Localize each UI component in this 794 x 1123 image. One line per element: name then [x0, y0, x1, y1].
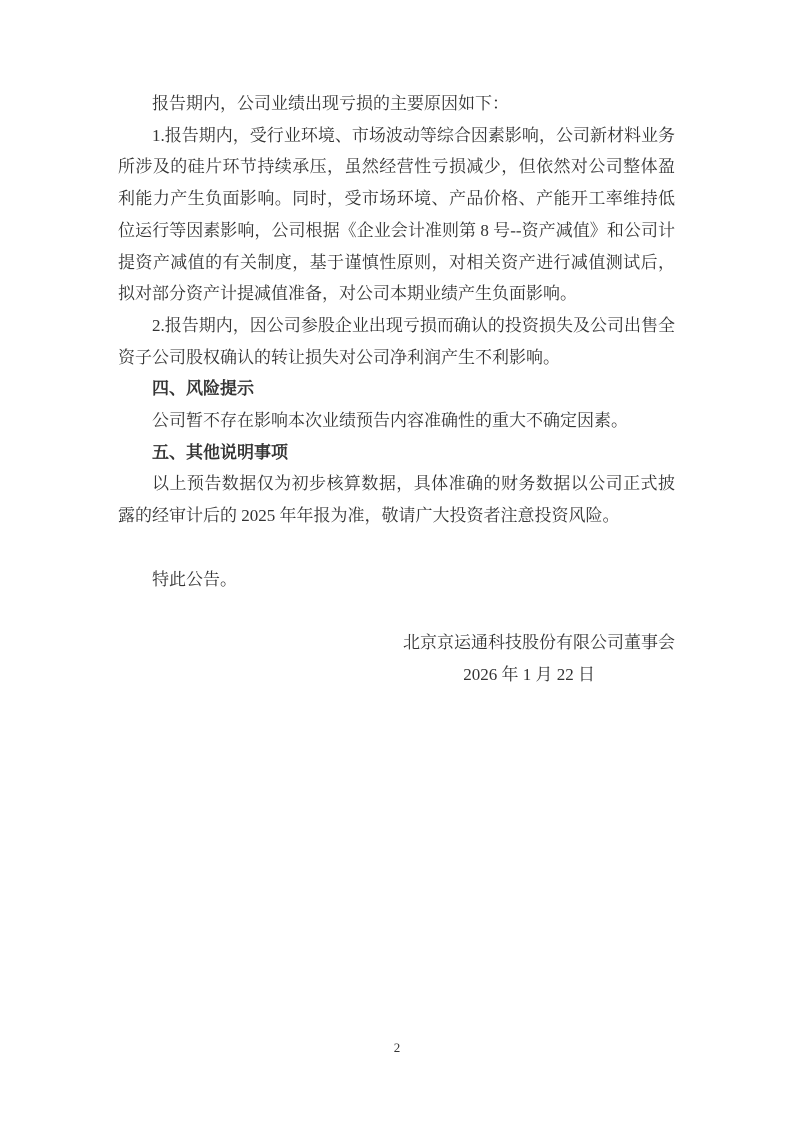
intro-paragraph: 报告期内，公司业绩出现亏损的主要原因如下：	[152, 94, 509, 113]
risk-paragraph: 公司暂不存在影响本次业绩预告内容准确性的重大不确定因素。	[152, 411, 628, 431]
other-notes-paragraph: 以上预告数据仅为初步核算数据，具体准确的财务数据以公司正式披露的经审计后的 2025 年年报为准，敬请广大投资者注意投资风险。	[118, 474, 675, 526]
section-heading-risk: 四、风险提示	[152, 379, 254, 399]
signature-line: 北京京运通科技股份有限公司董事会	[403, 632, 675, 652]
page-number: 2	[393, 1040, 401, 1055]
section-heading-other-notes: 五、其他说明事项	[152, 442, 288, 462]
document-body	[118, 88, 675, 690]
date-line: 2026 年 1 月 22 日	[463, 664, 595, 684]
reason-paragraph-2: 2.报告期内，因公司参股企业出现亏损而确认的投资损失及公司出售全资子公司股权确认的转让损失对公司净利润产生不利影响。	[118, 315, 675, 367]
closing-line: 特此公告。	[152, 569, 237, 589]
reason-paragraph-1: 1.报告期内，受行业环境、市场波动等综合因素影响，公司新材料业务所涉及的硅片环节持续承压，虽然经营性亏损减少，但依然对公司整体盈利能力产生负面影响。同时，受市场环境、产品价格、产能开工率维持低位运行等因素影响，公司根据《企业会计准则第 8 号--资产减值》和公司计提资产减值的有关制度，基于谨慎性原则，对相关资产进行减值测试后，拟对部分资产计提减值准备，对公司本期业绩产生负面影响。	[118, 125, 675, 304]
